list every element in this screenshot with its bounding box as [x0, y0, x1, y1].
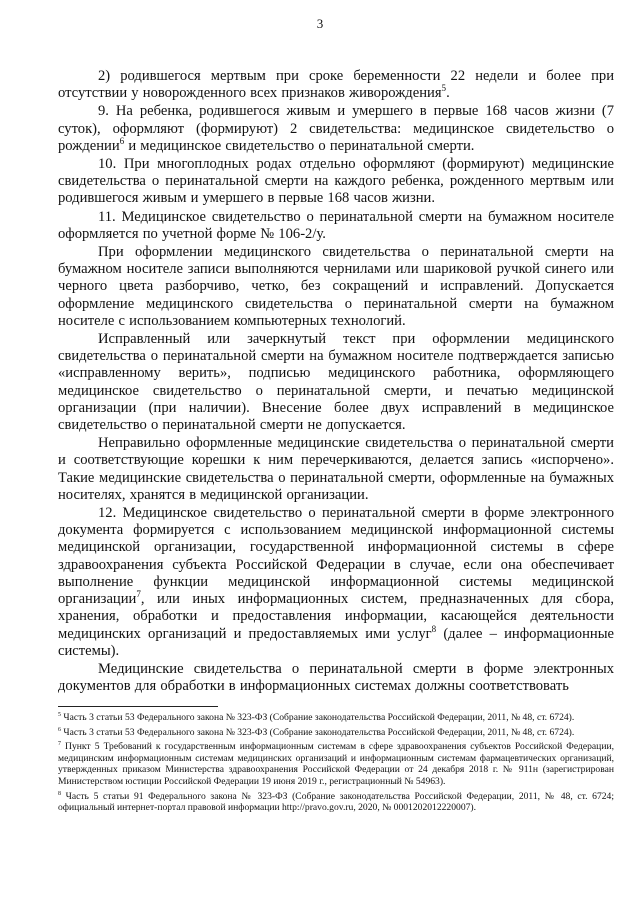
footnote-number: 6: [58, 726, 61, 733]
paragraph-text: .: [446, 85, 450, 102]
footnote-number: 7: [58, 741, 61, 747]
paragraph-text: При оформлении медицинского свидетельства о перинатальной смерти на бумажном носителе записи выполняются чернилами или шариковой ручкой синего или черного цвета разборчиво, четко, без сокращений и исправлений. Допускается оформление медицинского свидетельства о перинатальной смерти на бумажном носителе с использованием компьютерных технологий.: [58, 244, 614, 329]
footnote-ref[interactable]: 6: [119, 135, 125, 146]
footnote-number: 5: [58, 711, 61, 718]
paragraph: [58, 244, 614, 330]
footnote-text: Пункт 5 Требований к государственным информационным системам в сфере здравоохранения субъектов Российской Федерации, медицинским информационным системам медицинских организаций и информационным системам фармацевтических организаций, утвержденных приказом Министерства здравоохранения Российской Федерации от 24 декабря 2018 г. № 911н (зарегистрирован Министерством юстиции Российской Федерации 19 июня 2019 г., регистрационный № 54963).: [58, 741, 614, 787]
footnote-rule: [58, 706, 218, 707]
footnote: [58, 741, 614, 787]
paragraph-text: 12. Медицинское свидетельство о перинатальной смерти в форме электронного документа формируется с использованием медицинской информационной системы медицинской организации, государственной информационной системы в сфере здравоохранения субъекта Российской Федерации в случае, если она обеспечивает выполнение функции медицинской информационной системы медицинской организации: [58, 505, 614, 608]
paragraph-text: 11. Медицинское свидетельство о перинатальной смерти на бумажном носителе оформляется по учетной форме № 106-2/у.: [58, 208, 614, 242]
paragraph: [58, 209, 614, 243]
paragraph: [58, 435, 614, 504]
paragraph: [58, 156, 614, 208]
footnote: [58, 712, 614, 724]
paragraph-text: 2) родившегося мертвым при сроке беременности 22 недели и более при отсутствии у новорожденного всех признаков живорождения: [58, 68, 614, 102]
paragraph-text: Неправильно оформленные медицинские свидетельства о перинатальной смерти и соответствующие корешки к ним перечеркиваются, делается запись «испорчено». Такие медицинские свидетельства о перинатальной смерти, оформленные на бумажных носителях, хранятся в медицинской организации.: [58, 435, 614, 503]
footnote-text: Часть 5 статьи 91 Федерального закона № 323-ФЗ (Собрание законодательства Российской Федерации, 2011, № 48, ст. 6724; официальный интернет-портал правовой информации http://pravo.gov.ru, 2020, № 0001202012220007).: [58, 790, 614, 814]
paragraph-text: , или иных информационных систем, предназначенных для сбора, хранения, обработки и предоставления информации, касающейся деятельности медицинских организаций и предоставляемых ими услуг: [58, 591, 614, 642]
paragraph: [58, 661, 614, 695]
document-body: [58, 68, 614, 695]
footnote-ref[interactable]: 7: [136, 589, 141, 600]
footnote: [58, 727, 614, 739]
paragraph-text: 10. При многоплодных родах отдельно оформляют (формируют) медицинские свидетельства о перинатальной смерти на каждого ребенка, рожденного мертвым или родившегося живым и умершего в первые 168 часов жизни.: [58, 156, 614, 207]
footnotes: [58, 712, 614, 817]
footnote-text: Часть 3 статьи 53 Федерального закона № 323-ФЗ (Собрание законодательства Российской Федерации, 2011, № 48, ст. 6724).: [60, 712, 575, 723]
footnote-ref[interactable]: 8: [431, 623, 437, 634]
paragraph-text: (далее – информационные системы).: [58, 625, 614, 659]
footnote: [58, 791, 614, 814]
paragraph: [58, 68, 614, 102]
paragraph-text: Исправленный или зачеркнутый текст при оформлении медицинского свидетельства о перинатальной смерти на бумажном носителе подтверждается записью «исправленному верить», подписью медицинского работника, оформляющего медицинское свидетельство о перинатальной смерти, и печатью медицинской организации (при наличии). Внесение более двух исправлений в медицинское свидетельство о перинатальной смерти не допускается.: [58, 331, 614, 434]
paragraph: [58, 505, 614, 660]
paragraph: [58, 331, 614, 434]
footnote-text: Часть 3 статьи 53 Федерального закона № 323-ФЗ (Собрание законодательства Российской Федерации, 2011, № 48, ст. 6724).: [60, 726, 575, 738]
paragraph-text: 9. На ребенка, родившегося живым и умершего в первые 168 часов жизни (7 суток), оформляют (формируют) 2 свидетельства: медицинское свидетельство о рождении: [58, 103, 614, 154]
footnote-number: 8: [58, 790, 61, 797]
paragraph-text: Медицинские свидетельства о перинатальной смерти в форме электронных документов для обработки в информационных системах должны соответствовать: [58, 660, 614, 695]
paragraph-text: и медицинское свидетельство о перинатальной смерти.: [124, 137, 475, 154]
paragraph: [58, 103, 614, 155]
page-number: 3: [316, 16, 324, 31]
footnote-ref[interactable]: 5: [441, 83, 447, 94]
